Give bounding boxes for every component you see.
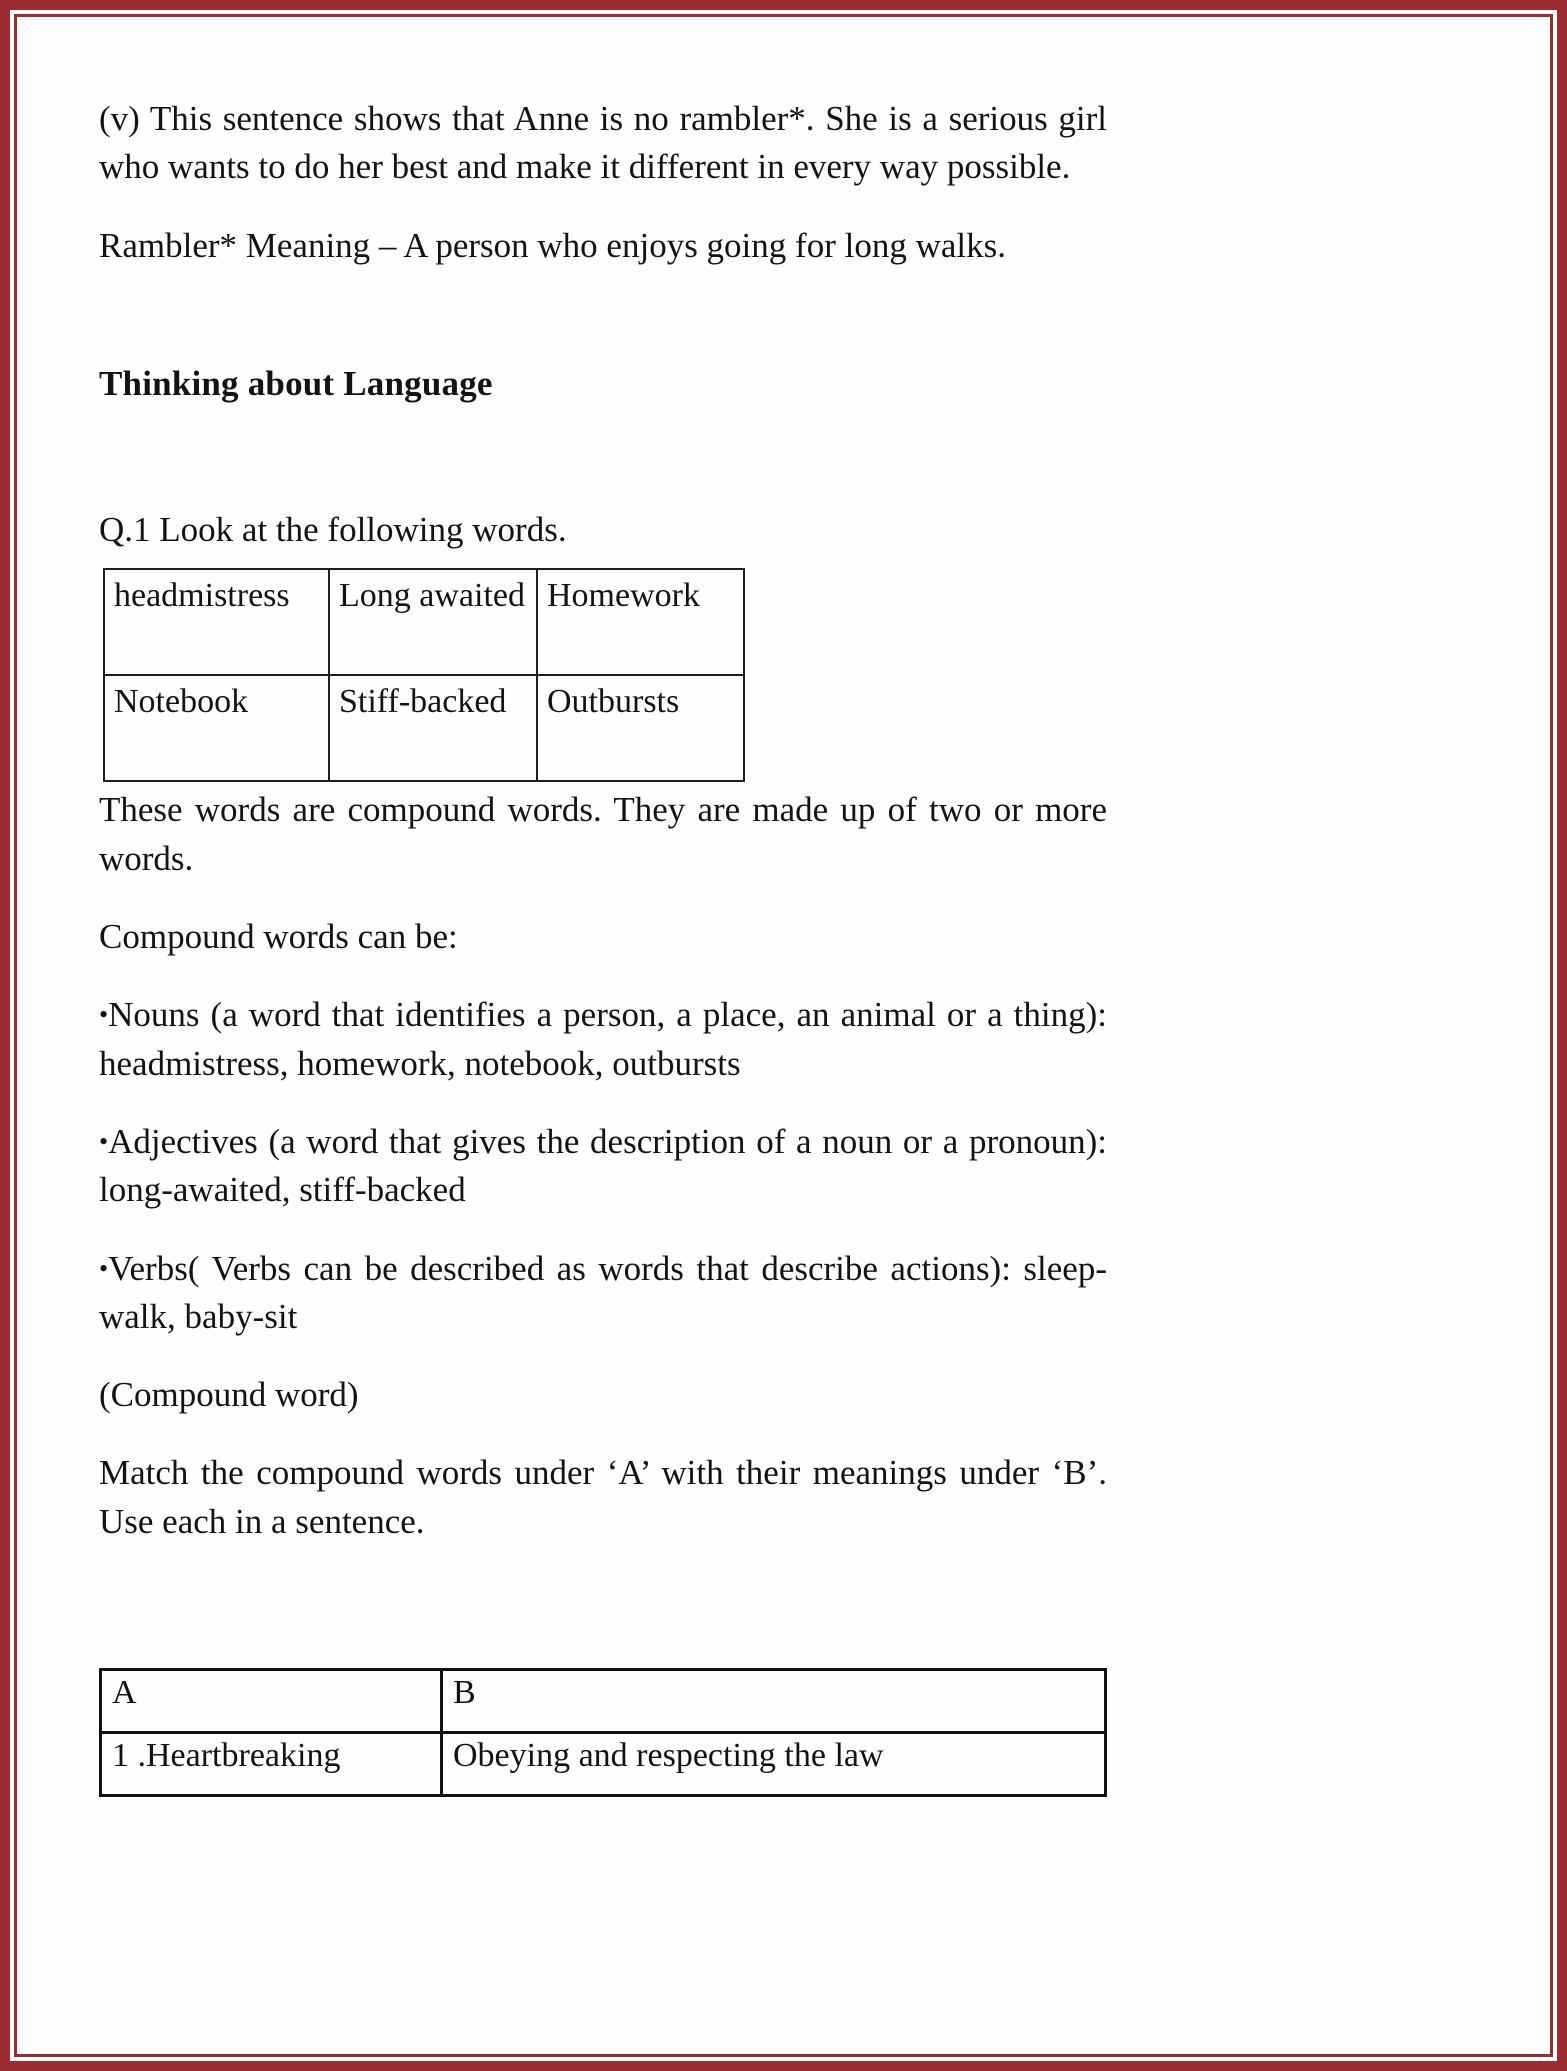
- table-header-a: A: [101, 1670, 442, 1733]
- table-cell-outbursts: Outbursts: [537, 675, 744, 781]
- bullet-dot-icon: •: [99, 1000, 109, 1030]
- document-sheet: [17, 17, 1550, 2054]
- table-cell-stiff-backed: Stiff-backed: [329, 675, 537, 781]
- match-ab-table: [99, 1668, 1107, 1797]
- table-row: [101, 1733, 1106, 1796]
- list-item-label: Nouns (a word that identifies a person, a place, an animal or a thing): headmistress, homework, notebook, outbursts: [99, 995, 1107, 1083]
- list-item-label: Adjectives (a word that gives the description of a noun or a pronoun): long-awaited, stiff-backed: [99, 1121, 1107, 1210]
- list-item: [99, 991, 1107, 1088]
- bullet-dot-icon: •: [99, 1126, 109, 1156]
- table-cell-homework: Homework: [537, 569, 744, 675]
- compound-word-note: (Compound word): [99, 1375, 359, 1415]
- table-header-b: B: [442, 1670, 1106, 1733]
- table-cell-long-awaited: Long awaited: [329, 569, 537, 675]
- table-row: [101, 1670, 1106, 1733]
- table-row: [104, 675, 744, 781]
- question-1-prompt: Q.1 Look at the following words.: [99, 510, 567, 550]
- answer-v-paragraph: (v) This sentence shows that Anne is no rambler*. She is a serious girl who wants to do her best and make it different in every way possible.: [99, 99, 1107, 187]
- bullet-dot-icon: •: [99, 1253, 109, 1283]
- table-cell-b-1: Obeying and respecting the law: [442, 1733, 1106, 1796]
- compound-words-table: [103, 568, 745, 782]
- compound-words-lead-in: Compound words can be:: [99, 917, 458, 957]
- spacer-after-heading-2: [99, 468, 1107, 506]
- spacer-before-match-table: [99, 1576, 1107, 1668]
- spacer-after-heading: [99, 408, 1107, 468]
- spacer-before-heading: [99, 300, 1107, 360]
- list-item-label: Verbs( Verbs can be described as words that describe actions): sleep-walk, baby-sit: [99, 1248, 1107, 1336]
- rambler-meaning-paragraph: Rambler* Meaning – A person who enjoys going for long walks.: [99, 225, 1006, 265]
- compound-words-explanation: These words are compound words. They are made up of two or more words.: [99, 790, 1107, 878]
- table-cell-notebook: Notebook: [104, 675, 329, 781]
- table-cell-a-1: 1 .Heartbreaking: [101, 1733, 442, 1796]
- table-cell-headmistress: headmistress: [104, 569, 329, 675]
- table-row: [104, 569, 744, 675]
- match-instruction: Match the compound words under ‘A’ with their meanings under ‘B’. Use each in a sentence.: [99, 1453, 1107, 1541]
- list-item: [99, 1245, 1107, 1342]
- frame-white-gap: [10, 10, 1557, 2061]
- document-content: [99, 95, 1107, 1797]
- page-title: Thinking about Language: [99, 363, 493, 403]
- list-item: [99, 1118, 1107, 1215]
- frame-inner-rule: [14, 14, 1553, 2057]
